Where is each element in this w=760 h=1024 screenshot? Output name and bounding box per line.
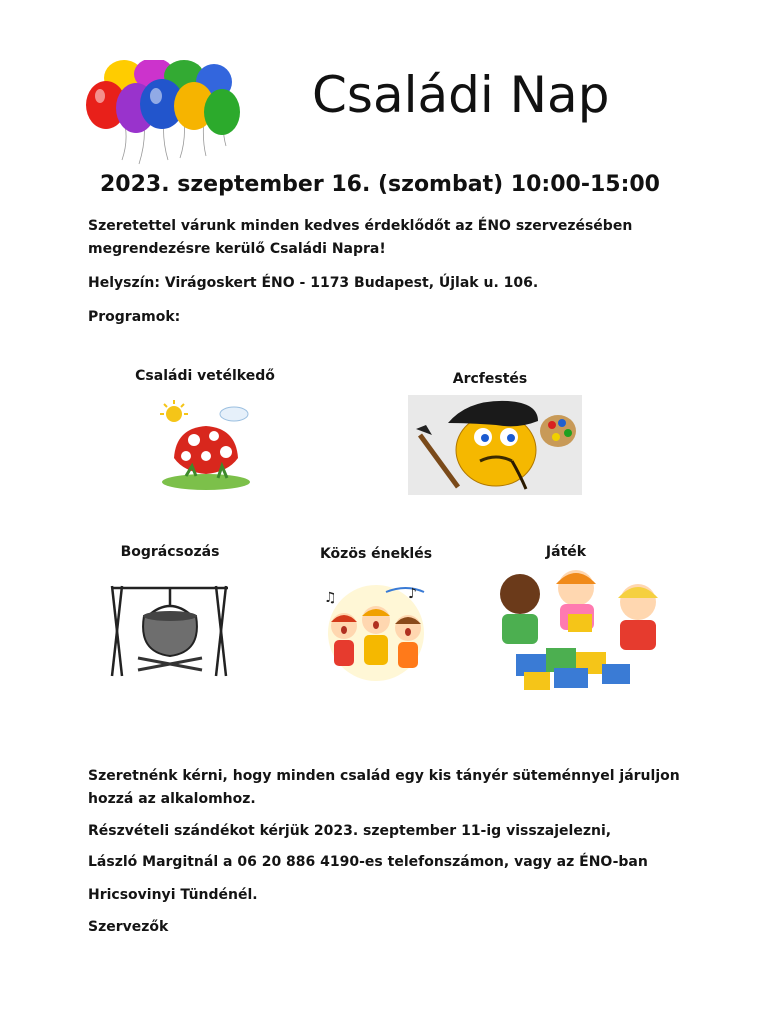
event-date: 2023. szeptember 16. (szombat) 10:00-15:00 <box>100 172 660 197</box>
puzzle-children-icon <box>494 568 666 692</box>
singing-children-icon <box>316 578 436 688</box>
intro-line-1: Szeretettel várunk minden kedves érdeklődőt az ÉNO szervezésében <box>88 218 633 234</box>
balloons-image <box>84 60 244 170</box>
programs-heading: Programok: <box>88 309 181 325</box>
intro-line-2: megrendezésre kerülő Családi Napra! <box>88 241 386 257</box>
page-title: Családi Nap <box>312 66 610 124</box>
mushroom-icon <box>156 400 252 494</box>
svg-text:♪: ♪ <box>408 586 417 602</box>
svg-text:♫: ♫ <box>324 590 337 606</box>
program-label-cauldron: Bográcsozás <box>120 544 220 560</box>
program-label-quiz: Családi vetélkedő <box>135 368 275 384</box>
rsvp-line: Részvételi szándékot kérjük 2023. szeptember 11-ig visszajelezni, <box>88 823 612 839</box>
program-label-singing: Közös éneklés <box>319 546 433 562</box>
painter-smiley-icon <box>408 395 582 495</box>
signature: Szervezők <box>88 919 169 935</box>
request-line-2: hozzá az alkalomhoz. <box>88 791 256 807</box>
location-line: Helyszín: Virágoskert ÉNO - 1173 Budapest, Újlak u. 106. <box>88 275 539 291</box>
contact-line: László Margitnál a 06 20 886 4190-es telefonszámon, vagy az ÉNO-ban <box>88 854 648 870</box>
program-label-games: Játék <box>545 544 587 560</box>
program-label-facepaint: Arcfestés <box>452 371 528 387</box>
cauldron-icon <box>108 576 232 678</box>
request-line-1: Szeretnénk kérni, hogy minden család egy kis tányér süteménnyel járuljon <box>88 768 680 784</box>
contact-line-2: Hricsovinyi Tündénél. <box>88 887 258 903</box>
